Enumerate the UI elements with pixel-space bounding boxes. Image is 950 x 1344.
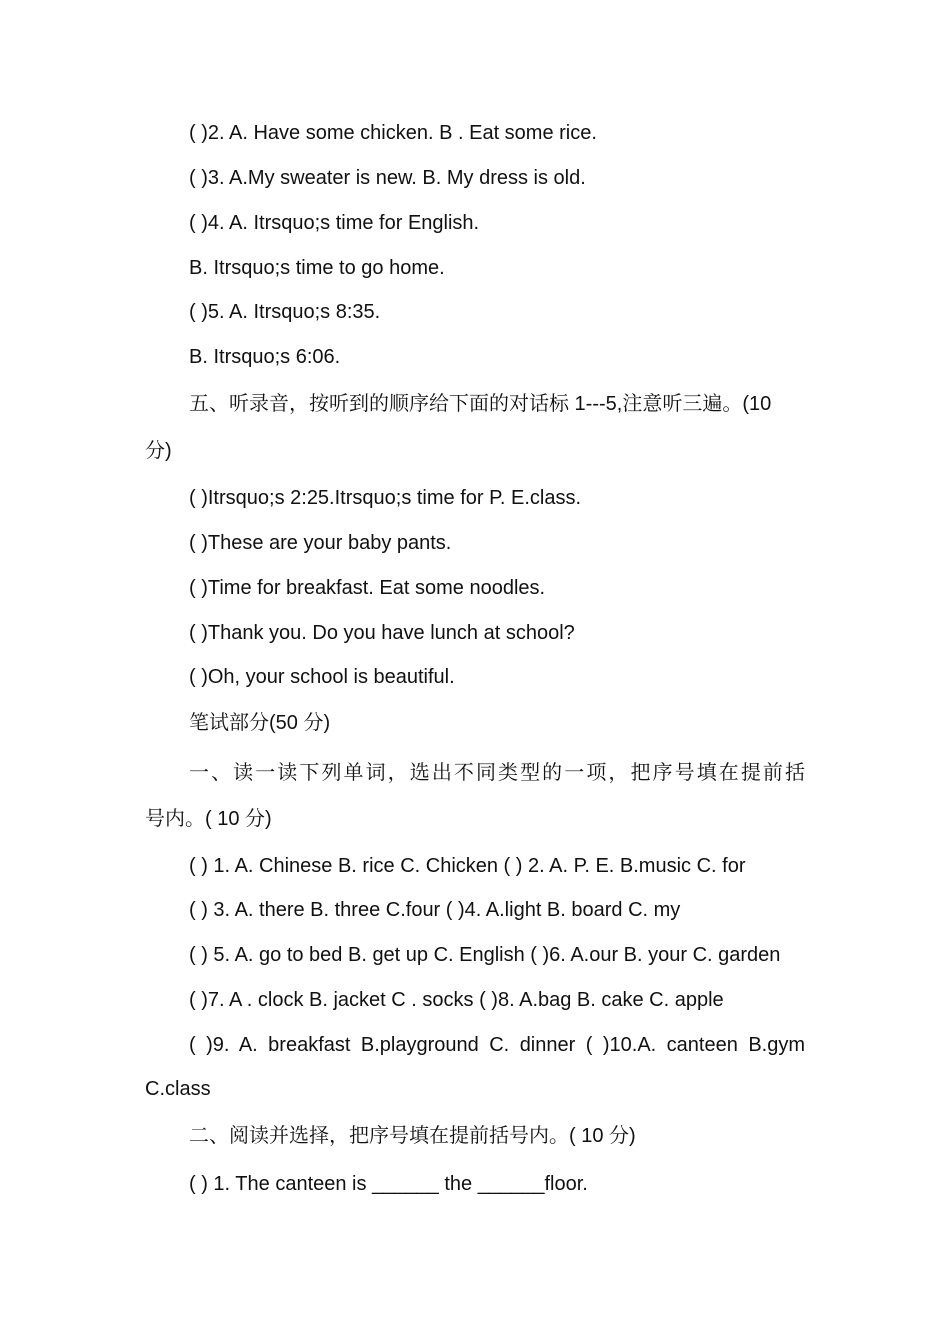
question-line: ( ) 1. The canteen is ______ the ______floor. — [189, 1173, 588, 1195]
question-line: ( )2. A. Have some chicken. B . Eat some rice. — [189, 122, 597, 144]
question-line: ( ) 1. A. Chinese B. rice C. Chicken ( ) 2. A. P. E. B.music C. for — [189, 855, 746, 877]
question-line: ( )3. A.My sweater is new. B. My dress is old. — [189, 167, 586, 189]
part-heading: 笔试部分(50 分) — [189, 712, 331, 734]
question-line: ( )7. A . clock B. jacket C . socks ( )8. A.bag B. cake C. apple — [189, 989, 724, 1011]
question-line: B. Itrsquo;s 6:06. — [189, 346, 341, 368]
question-line-continued: C.class — [145, 1078, 211, 1100]
dialogue-line: ( )Oh, your school is beautiful. — [189, 666, 455, 688]
dialogue-line: ( )Time for breakfast. Eat some noodles. — [189, 577, 546, 599]
section-heading-continued: 号内。( 10 分) — [145, 808, 272, 830]
question-line: ( ) 3. A. there B. three C.four ( )4. A.light B. board C. my — [189, 899, 681, 921]
section-heading: 五、听录音，按听到的顺序给下面的对话标 1---5,注意听三遍。(10 — [189, 393, 772, 415]
section-heading: 二、阅读并选择，把序号填在提前括号内。( 10 分) — [189, 1125, 636, 1147]
question-line: ( )4. A. Itrsquo;s time for English. — [189, 212, 480, 234]
section-heading: 一、读一读下列单词，选出不同类型的一项，把序号填在提前括 — [189, 762, 805, 784]
section-heading-continued: 分) — [145, 440, 172, 462]
dialogue-line: ( )Itrsquo;s 2:25.Itrsquo;s time for P. E.class. — [189, 487, 582, 509]
question-line: ( )5. A. Itrsquo;s 8:35. — [189, 301, 381, 323]
dialogue-line: ( )These are your baby pants. — [189, 532, 452, 554]
question-line: ( ) 5. A. go to bed B. get up C. English ( )6. A.our B. your C. garden — [189, 944, 781, 966]
question-line: B. Itrsquo;s time to go home. — [189, 257, 445, 279]
dialogue-line: ( )Thank you. Do you have lunch at school? — [189, 622, 575, 644]
question-line: ( )9. A. breakfast B.playground C. dinner ( )10.A. canteen B.gym — [189, 1034, 805, 1056]
